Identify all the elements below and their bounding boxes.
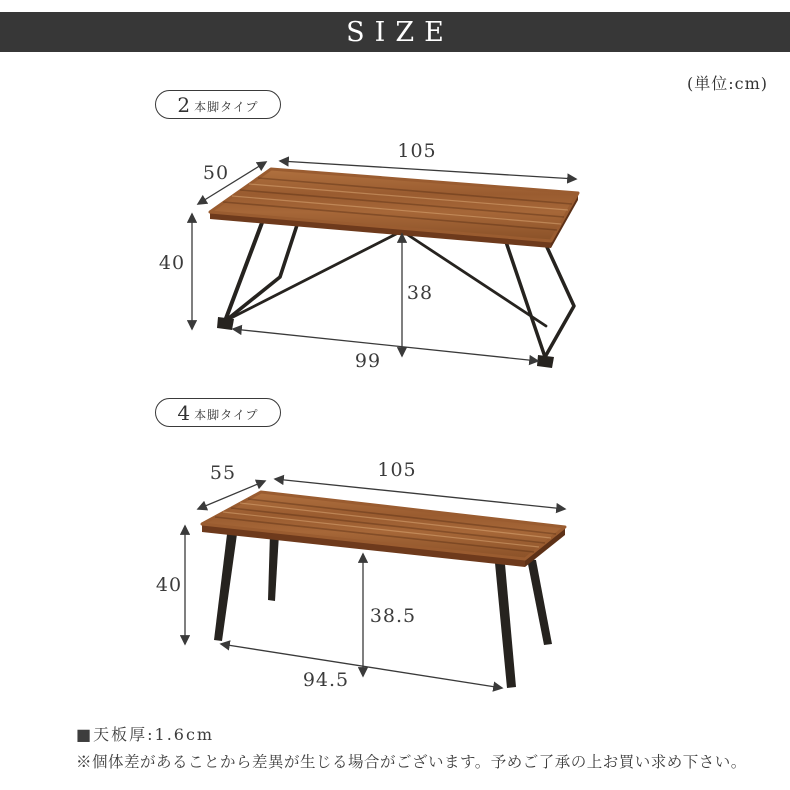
badge-four-leg-number: 4 — [177, 400, 191, 425]
four-leg-height-label: 40 — [155, 574, 183, 596]
four-leg-clearance-label: 38.5 — [369, 605, 417, 627]
badge-two-leg-label: 本脚タイプ — [194, 99, 259, 114]
footnote-top-thickness: ■天板厚:1.6cm — [76, 725, 215, 744]
four-leg-depth-label: 55 — [209, 462, 237, 484]
two-leg-clearance-label: 38 — [406, 282, 434, 304]
two-leg-depth-label: 50 — [202, 162, 230, 184]
four-leg-width-label: 105 — [377, 459, 417, 481]
page-title: SIZE — [346, 16, 454, 48]
two-leg-width-label: 105 — [397, 140, 437, 162]
unit-label: (単位:cm) — [686, 74, 768, 93]
badge-two-leg-number: 2 — [177, 92, 191, 117]
footnote-disclaimer: ※個体差があることから差異が生じる場合がございます。予めご了承の上お買い求め下さい。 — [76, 753, 747, 771]
two-leg-span-label: 99 — [354, 350, 382, 372]
four-leg-table-illustration — [185, 479, 565, 688]
badge-four-leg-label: 本脚タイプ — [194, 407, 259, 422]
four-leg-span-label: 94.5 — [302, 669, 350, 691]
two-leg-height-label: 40 — [158, 252, 186, 274]
two-leg-table-illustration — [192, 161, 578, 368]
